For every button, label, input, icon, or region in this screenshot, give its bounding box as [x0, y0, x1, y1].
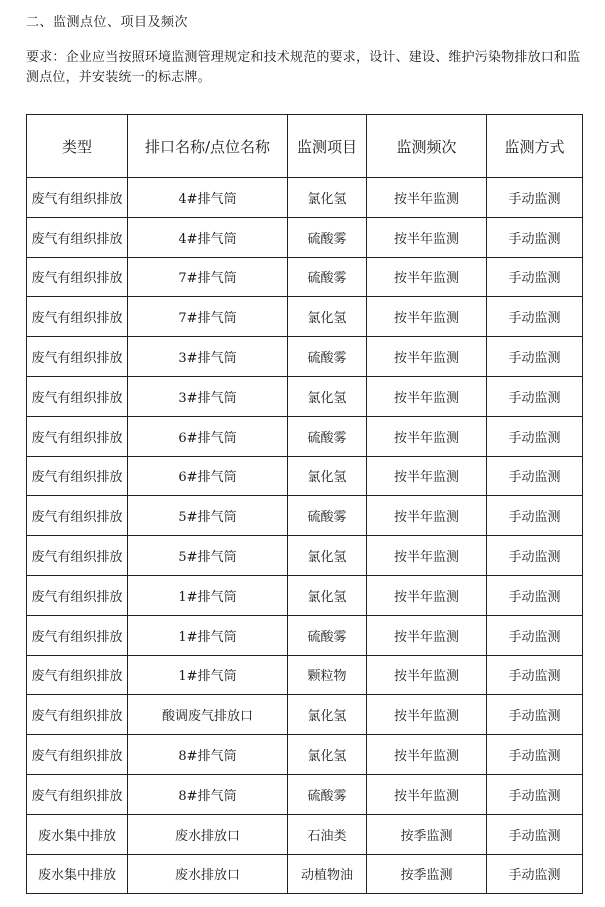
- cell-type: 废气有组织排放: [27, 575, 128, 615]
- cell-method: 手动监测: [487, 735, 583, 775]
- cell-type: 废气有组织排放: [27, 337, 128, 377]
- cell-point-name: 1#排气筒: [128, 575, 288, 615]
- cell-frequency: 按半年监测: [367, 575, 487, 615]
- cell-method: 手动监测: [487, 774, 583, 814]
- cell-method: 手动监测: [487, 257, 583, 297]
- table-header-row: [27, 115, 583, 178]
- cell-monitor-item: 石油类: [288, 814, 367, 854]
- cell-monitor-item: 氯化氢: [288, 456, 367, 496]
- table-row: [27, 297, 583, 337]
- table-row: [27, 814, 583, 854]
- cell-monitor-item: 颗粒物: [288, 655, 367, 695]
- cell-point-name: 3#排气筒: [128, 376, 288, 416]
- header-monitor-item: 监测项目: [288, 115, 367, 178]
- cell-frequency: 按半年监测: [367, 178, 487, 218]
- cell-monitor-item: 硫酸雾: [288, 496, 367, 536]
- cell-method: 手动监测: [487, 297, 583, 337]
- table-row: [27, 376, 583, 416]
- cell-frequency: 按半年监测: [367, 217, 487, 257]
- cell-point-name: 8#排气筒: [128, 735, 288, 775]
- cell-type: 废气有组织排放: [27, 774, 128, 814]
- cell-monitor-item: 氯化氢: [288, 178, 367, 218]
- cell-frequency: 按半年监测: [367, 536, 487, 576]
- cell-method: 手动监测: [487, 575, 583, 615]
- cell-frequency: 按半年监测: [367, 257, 487, 297]
- table-row: [27, 735, 583, 775]
- table-row: [27, 615, 583, 655]
- cell-frequency: 按半年监测: [367, 735, 487, 775]
- header-type: 类型: [27, 115, 128, 178]
- cell-method: 手动监测: [487, 337, 583, 377]
- cell-frequency: 按半年监测: [367, 337, 487, 377]
- requirement-paragraph: 要求：企业应当按照环境监测管理规定和技术规范的要求，设计、建设、维护污染物排放口和监测点位，并安装统一的标志牌。: [26, 50, 581, 85]
- cell-monitor-item: 氯化氢: [288, 695, 367, 735]
- cell-frequency: 按半年监测: [367, 655, 487, 695]
- cell-point-name: 6#排气筒: [128, 456, 288, 496]
- cell-frequency: 按半年监测: [367, 774, 487, 814]
- cell-monitor-item: 氯化氢: [288, 575, 367, 615]
- cell-frequency: 按半年监测: [367, 376, 487, 416]
- table-row: [27, 575, 583, 615]
- header-method: 监测方式: [487, 115, 583, 178]
- cell-method: 手动监测: [487, 178, 583, 218]
- monitoring-table: [26, 114, 583, 894]
- cell-point-name: 4#排气筒: [128, 217, 288, 257]
- cell-monitor-item: 氯化氢: [288, 536, 367, 576]
- cell-frequency: 按半年监测: [367, 297, 487, 337]
- cell-point-name: 6#排气筒: [128, 416, 288, 456]
- table-row: [27, 217, 583, 257]
- cell-type: 废气有组织排放: [27, 456, 128, 496]
- cell-type: 废气有组织排放: [27, 496, 128, 536]
- cell-type: 废水集中排放: [27, 814, 128, 854]
- cell-monitor-item: 硫酸雾: [288, 217, 367, 257]
- table-row: [27, 456, 583, 496]
- cell-frequency: 按半年监测: [367, 416, 487, 456]
- cell-method: 手动监测: [487, 615, 583, 655]
- cell-point-name: 5#排气筒: [128, 536, 288, 576]
- cell-monitor-item: 氯化氢: [288, 376, 367, 416]
- cell-type: 废气有组织排放: [27, 257, 128, 297]
- cell-point-name: 7#排气筒: [128, 297, 288, 337]
- cell-point-name: 3#排气筒: [128, 337, 288, 377]
- cell-type: 废气有组织排放: [27, 376, 128, 416]
- cell-method: 手动监测: [487, 854, 583, 894]
- table-row: [27, 257, 583, 297]
- section-heading: 二、监测点位、项目及频次: [26, 15, 189, 30]
- cell-monitor-item: 氯化氢: [288, 297, 367, 337]
- cell-point-name: 4#排气筒: [128, 178, 288, 218]
- cell-monitor-item: 硫酸雾: [288, 615, 367, 655]
- cell-monitor-item: 氯化氢: [288, 735, 367, 775]
- cell-type: 废气有组织排放: [27, 297, 128, 337]
- table-row: [27, 695, 583, 735]
- table-row: [27, 854, 583, 894]
- cell-type: 废气有组织排放: [27, 695, 128, 735]
- cell-monitor-item: 硫酸雾: [288, 257, 367, 297]
- cell-method: 手动监测: [487, 695, 583, 735]
- table-row: [27, 178, 583, 218]
- cell-frequency: 按季监测: [367, 814, 487, 854]
- cell-method: 手动监测: [487, 376, 583, 416]
- header-frequency: 监测频次: [367, 115, 487, 178]
- cell-point-name: 酸调废气排放口: [128, 695, 288, 735]
- cell-type: 废气有组织排放: [27, 735, 128, 775]
- table-row: [27, 655, 583, 695]
- cell-monitor-item: 硫酸雾: [288, 774, 367, 814]
- cell-frequency: 按半年监测: [367, 456, 487, 496]
- cell-method: 手动监测: [487, 496, 583, 536]
- cell-point-name: 1#排气筒: [128, 615, 288, 655]
- table-body: [27, 178, 583, 894]
- cell-method: 手动监测: [487, 536, 583, 576]
- cell-method: 手动监测: [487, 217, 583, 257]
- cell-type: 废气有组织排放: [27, 536, 128, 576]
- cell-method: 手动监测: [487, 456, 583, 496]
- cell-point-name: 1#排气筒: [128, 655, 288, 695]
- cell-frequency: 按半年监测: [367, 615, 487, 655]
- cell-method: 手动监测: [487, 655, 583, 695]
- cell-frequency: 按季监测: [367, 854, 487, 894]
- cell-type: 废水集中排放: [27, 854, 128, 894]
- cell-type: 废气有组织排放: [27, 178, 128, 218]
- table-row: [27, 536, 583, 576]
- table-row: [27, 496, 583, 536]
- cell-monitor-item: 动植物油: [288, 854, 367, 894]
- cell-point-name: 5#排气筒: [128, 496, 288, 536]
- cell-monitor-item: 硫酸雾: [288, 337, 367, 377]
- table-row: [27, 416, 583, 456]
- table-row: [27, 774, 583, 814]
- cell-type: 废气有组织排放: [27, 217, 128, 257]
- cell-type: 废气有组织排放: [27, 655, 128, 695]
- cell-monitor-item: 硫酸雾: [288, 416, 367, 456]
- cell-frequency: 按半年监测: [367, 695, 487, 735]
- header-point-name: 排口名称/点位名称: [128, 115, 288, 178]
- cell-method: 手动监测: [487, 416, 583, 456]
- cell-point-name: 7#排气筒: [128, 257, 288, 297]
- cell-frequency: 按半年监测: [367, 496, 487, 536]
- table-row: [27, 337, 583, 377]
- cell-point-name: 8#排气筒: [128, 774, 288, 814]
- cell-type: 废气有组织排放: [27, 416, 128, 456]
- cell-type: 废气有组织排放: [27, 615, 128, 655]
- cell-method: 手动监测: [487, 814, 583, 854]
- cell-point-name: 废水排放口: [128, 854, 288, 894]
- cell-point-name: 废水排放口: [128, 814, 288, 854]
